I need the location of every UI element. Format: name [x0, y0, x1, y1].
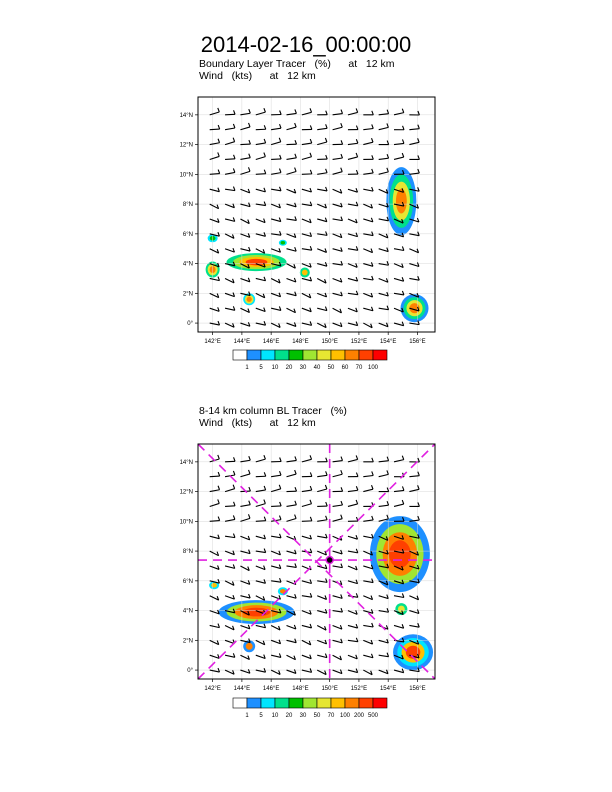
colorbar-label: 30	[299, 365, 307, 371]
colorbar-swatch	[317, 350, 331, 360]
colorbar-label: 5	[259, 365, 263, 371]
lon-tick-label: 152°E	[350, 339, 368, 345]
colorbar-label: 20	[285, 365, 293, 371]
colorbar-swatch	[275, 698, 289, 708]
colorbar-swatch	[359, 350, 373, 360]
wind-barb	[271, 159, 281, 160]
lat-tick-label: 6°N	[182, 578, 193, 585]
wind-barb	[225, 159, 235, 160]
lon-tick-label: 150°E	[321, 686, 338, 692]
lat-tick-label: 0°	[187, 321, 193, 328]
lat-tick-label: 12°N	[179, 142, 193, 149]
colorbar-swatch	[317, 698, 331, 708]
colorbar-label: 10	[271, 365, 279, 371]
tracer-contour	[302, 270, 308, 276]
colorbar-label: 100	[339, 713, 351, 719]
lon-tick-label: 142°E	[204, 686, 221, 692]
center-marker	[326, 557, 333, 564]
lon-tick-label: 146°E	[262, 686, 280, 692]
colorbar-label: 60	[341, 365, 349, 371]
tracer-contour	[247, 297, 252, 302]
colorbar-swatch	[303, 350, 317, 360]
lon-tick-label: 156°E	[409, 686, 426, 692]
colorbar-label: 1	[245, 713, 249, 719]
colorbar-label: 10	[271, 713, 279, 719]
colorbar-swatch	[275, 350, 289, 360]
lat-tick-label: 8°N	[182, 549, 193, 556]
wind-barb	[210, 129, 220, 130]
lat-tick-label: 4°N	[182, 261, 193, 268]
lon-tick-label: 146°E	[262, 339, 280, 345]
panel1-colorbar	[225, 346, 405, 382]
lat-tick-label: 10°N	[179, 172, 193, 179]
lat-tick-label: 10°N	[179, 519, 193, 526]
colorbar-label: 200	[353, 713, 365, 719]
colorbar-label: 1	[245, 365, 249, 371]
colorbar-label: 30	[299, 713, 307, 719]
lon-tick-label: 148°E	[292, 686, 309, 692]
colorbar-swatch	[345, 698, 359, 708]
colorbar-swatch	[289, 698, 303, 708]
tracer-contour	[389, 540, 411, 568]
lat-tick-label: 8°N	[182, 202, 193, 209]
lat-tick-label: 2°N	[182, 291, 193, 298]
lat-tick-label: 4°N	[182, 608, 193, 615]
colorbar-swatch	[359, 698, 373, 708]
lat-tick-label: 14°N	[179, 112, 193, 119]
colorbar-swatch	[331, 698, 345, 708]
colorbar-label: 500	[367, 713, 379, 719]
colorbar-swatch	[373, 698, 387, 708]
wind-barb	[256, 174, 266, 175]
tracer-contour	[246, 643, 253, 650]
lon-tick-label: 144°E	[233, 686, 251, 692]
lon-tick-label: 150°E	[321, 339, 338, 345]
wind-barb	[240, 144, 250, 145]
lat-tick-label: 14°N	[179, 459, 193, 466]
panel2-colorbar	[225, 694, 405, 730]
wind-barb	[225, 506, 235, 507]
tracer-contour	[281, 241, 286, 244]
lon-tick-label: 154°E	[379, 686, 397, 692]
lon-tick-label: 152°E	[350, 686, 368, 692]
wind-barb	[225, 114, 235, 115]
colorbar-swatch	[233, 350, 247, 360]
wind-barb	[271, 506, 281, 507]
lat-tick-label: 2°N	[182, 638, 193, 645]
panel1-subtitle: Wind (kts) at 12 km	[199, 70, 316, 82]
lon-tick-label: 154°E	[379, 339, 397, 345]
colorbar-swatch	[247, 350, 261, 360]
panel2-title: 8-14 km column BL Tracer (%)	[199, 405, 347, 417]
colorbar-label: 50	[327, 365, 335, 371]
colorbar-label: 5	[259, 713, 263, 719]
lat-tick-label: 12°N	[179, 489, 193, 496]
colorbar-swatch	[373, 350, 387, 360]
lon-tick-label: 142°E	[204, 339, 221, 345]
tracer-contour	[396, 189, 407, 214]
wind-barb	[256, 521, 266, 522]
lat-tick-label: 0°	[187, 668, 193, 675]
colorbar-swatch	[261, 350, 275, 360]
main-title: 2014-02-16_00:00:00	[200, 32, 412, 57]
wind-barb	[210, 476, 220, 477]
tracer-contour	[398, 606, 405, 613]
colorbar-label: 20	[285, 713, 293, 719]
colorbar-swatch	[261, 698, 275, 708]
panel1-map	[160, 84, 460, 349]
panel2-map	[160, 431, 460, 696]
colorbar-label: 40	[313, 365, 321, 371]
colorbar-swatch	[345, 350, 359, 360]
colorbar-label: 50	[313, 713, 321, 719]
panel2-subtitle: Wind (kts) at 12 km	[199, 417, 316, 429]
colorbar-swatch	[247, 698, 261, 708]
lat-tick-label: 6°N	[182, 231, 193, 238]
panel1-title: Boundary Layer Tracer (%) at 12 km	[199, 58, 395, 70]
lon-tick-label: 156°E	[409, 339, 426, 345]
colorbar-swatch	[233, 698, 247, 708]
colorbar-label: 70	[327, 713, 335, 719]
colorbar-swatch	[303, 698, 317, 708]
colorbar-swatch	[289, 350, 303, 360]
colorbar-label: 100	[367, 365, 379, 371]
wind-barb	[225, 461, 235, 462]
lon-tick-label: 148°E	[292, 339, 309, 345]
tracer-contour	[211, 583, 217, 588]
colorbar-swatch	[331, 350, 345, 360]
colorbar-label: 70	[355, 365, 363, 371]
lon-tick-label: 144°E	[233, 339, 251, 345]
